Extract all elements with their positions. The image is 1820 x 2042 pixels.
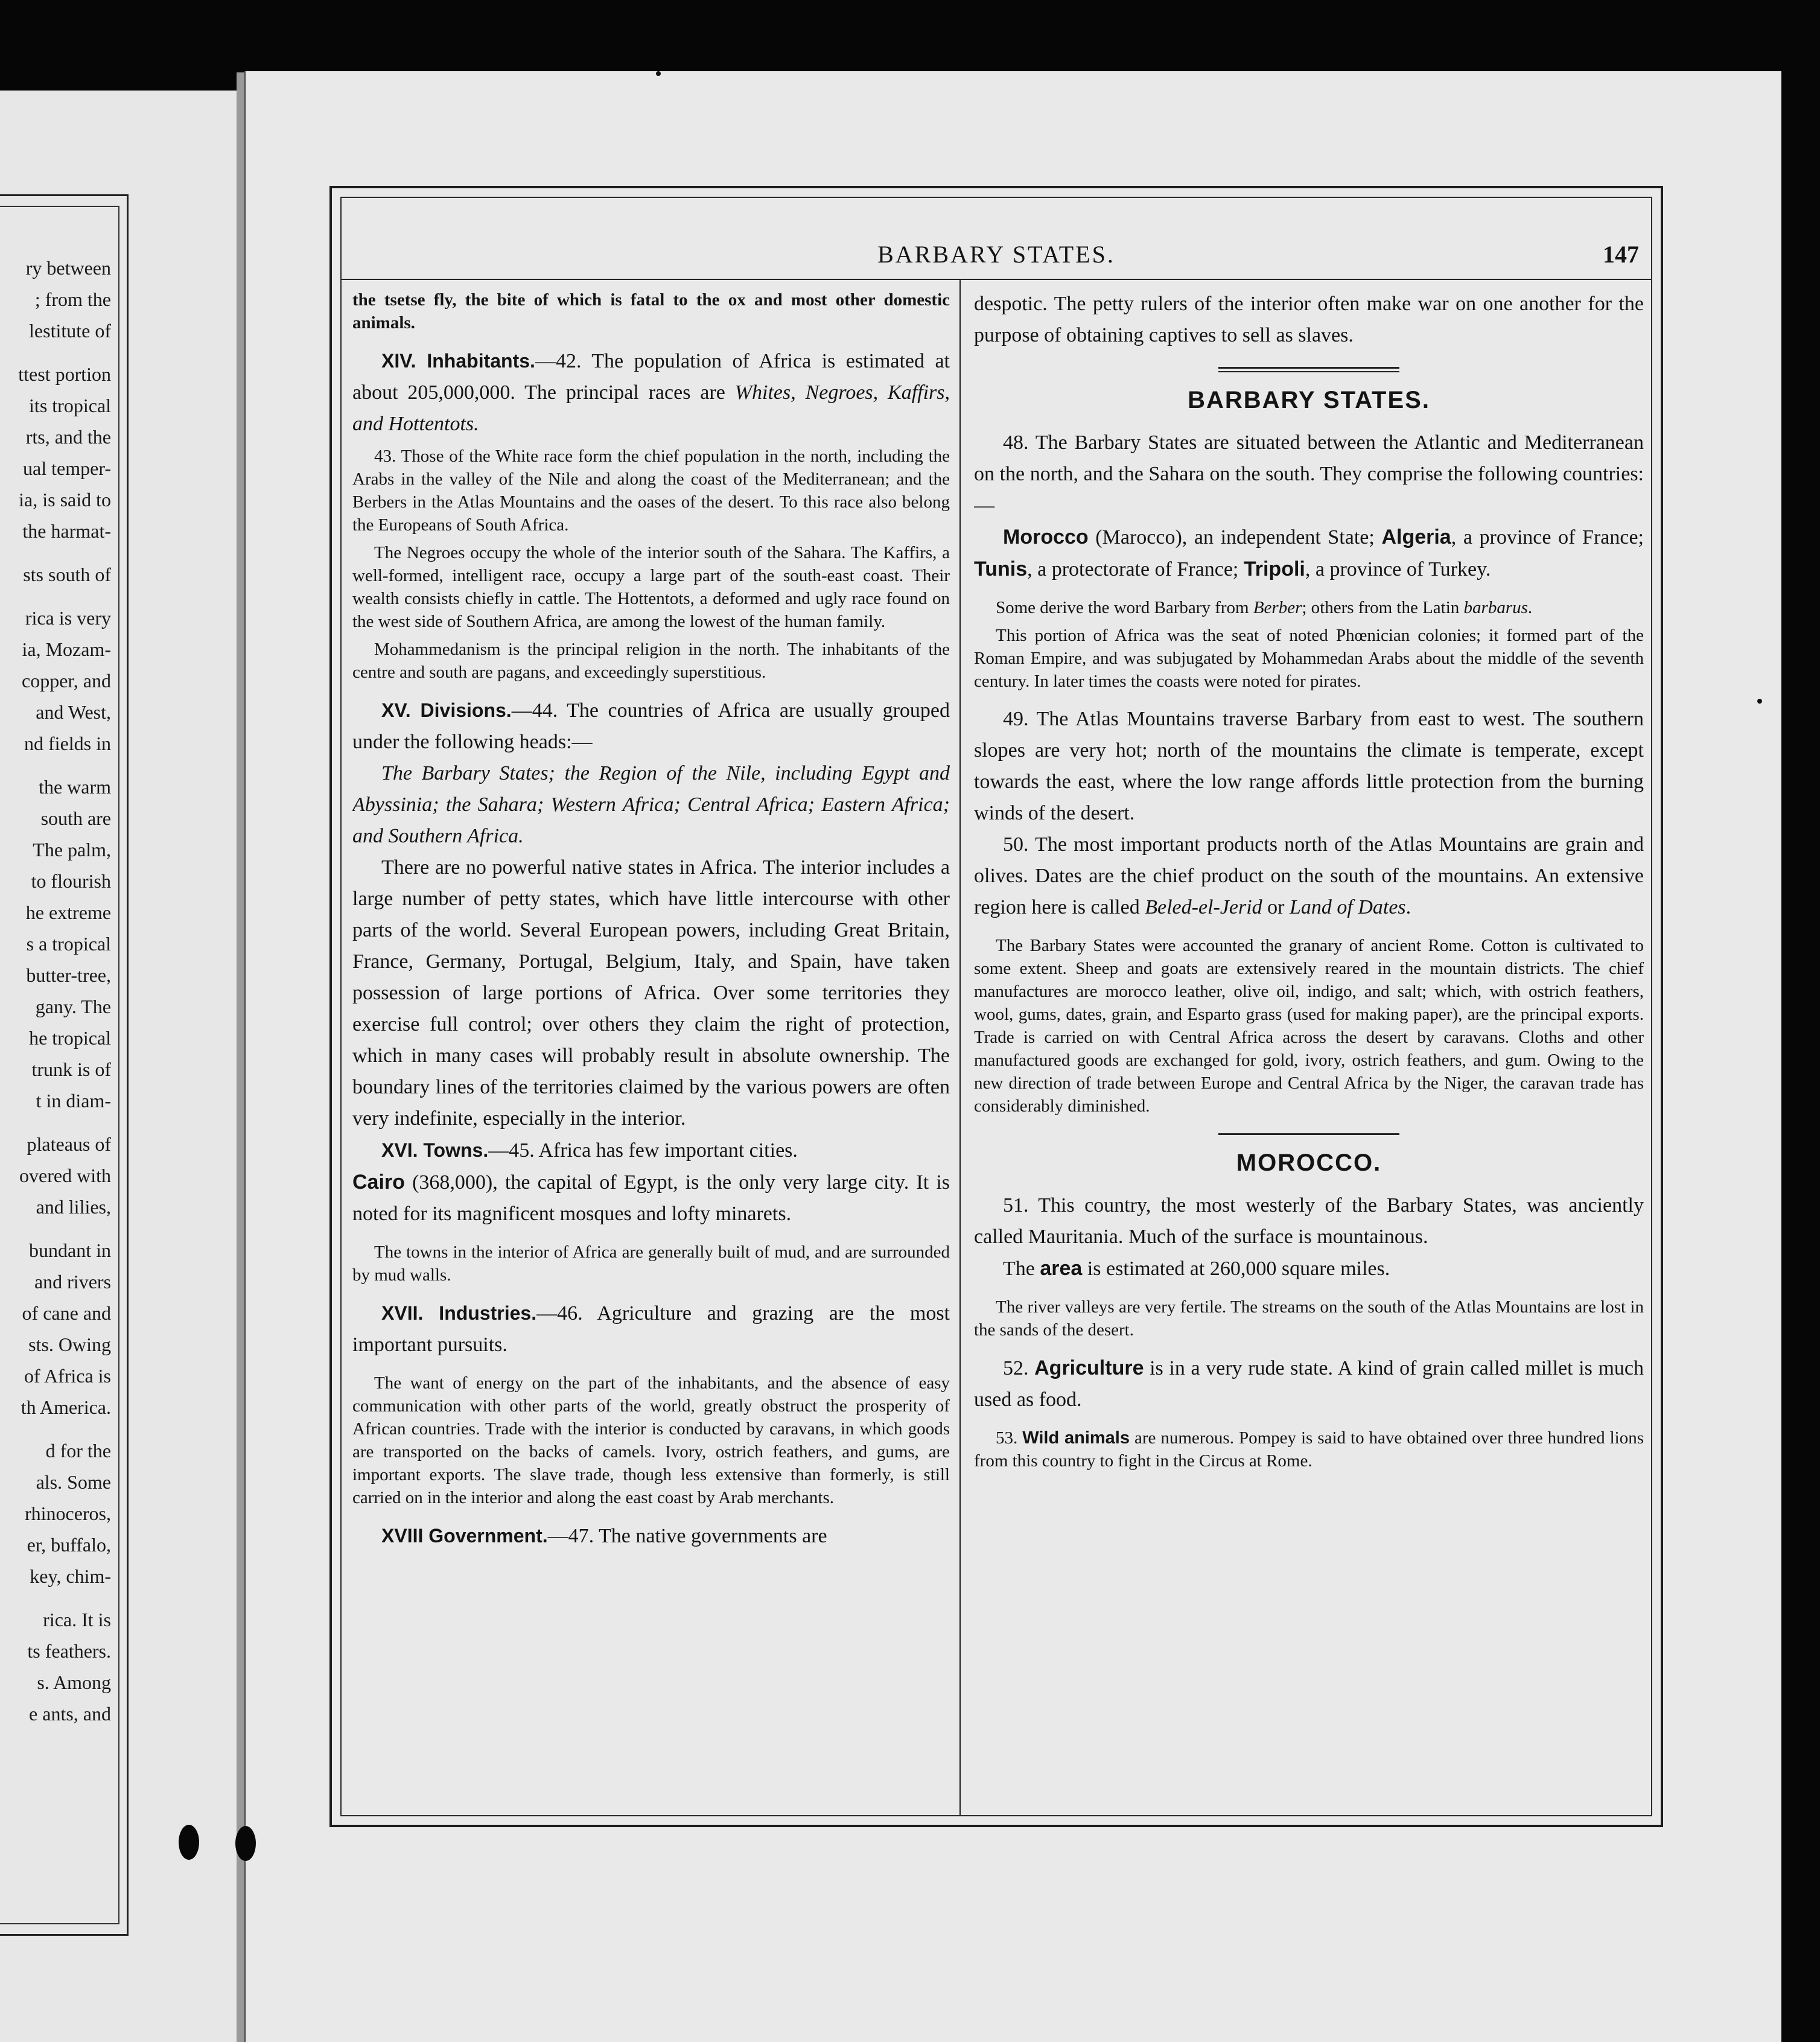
- ink-blot: [179, 1825, 199, 1860]
- paragraph-negroes: The Negroes occupy the whole of the interior south of the Sahara. The Kaffirs, a well-formed, intelligent race, occupy a large part of the south-east coast. Their wealth consists chiefly in cattle. The Hottentots, a deformed and ugly race found on the west side of Southern Africa, are among the lowest of the human family.: [352, 543, 950, 631]
- term-agriculture: Agriculture: [1034, 1357, 1144, 1379]
- text: , a province of France;: [1451, 526, 1644, 549]
- previous-page-text: [0, 252, 111, 1729]
- previous-page-line: butter-tree,: [26, 964, 111, 986]
- previous-page-line: d for the: [45, 1440, 111, 1462]
- text: ; others from the Latin: [1302, 598, 1464, 617]
- paragraph-43: 43. Those of the White race form the chief population in the north, including the Arabs in the valley of the Nile and along the coast of the Mediterranean; and the Berbers in the Atlas Mountains and the oases of the desert. To this race also belong the Europeans of South Africa.: [352, 447, 950, 535]
- previous-page-line: plateaus of: [27, 1133, 111, 1155]
- morocco-title: MOROCCO.: [1236, 1150, 1382, 1176]
- previous-page-line: e ants, and: [29, 1703, 111, 1725]
- previous-page-line: ttest portion: [18, 363, 111, 385]
- text: 50. The most important products north of the Atlas Mountains are grain and olives. Dates are the chief product on the south of the mountains. An extensive region here is called: [974, 833, 1644, 918]
- cairo-text: (368,000), the capital of Egypt, is the only very large city. It is noted for its magnificent mosques and lofty minarets.: [352, 1171, 950, 1225]
- previous-page-line: of Africa is: [24, 1365, 111, 1387]
- paragraph: the tsetse fly, the bite of which is fatal to the ox and most other domestic animals.: [352, 290, 950, 332]
- section-heading: XVII. Industries.: [381, 1302, 537, 1324]
- previous-page-line: sts. Owing: [28, 1334, 111, 1355]
- paragraph-49: 49. The Atlas Mountains traverse Barbary from east to west. The southern slopes are very hot; north of the mountains the climate is temperate, except towards the east, where the low range affords little protection from the burning winds of the desert.: [974, 708, 1644, 824]
- section-heading: XIV. Inhabitants.: [381, 350, 535, 372]
- previous-page-line: als. Some: [36, 1471, 111, 1493]
- previous-page-line: t in diam-: [36, 1090, 111, 1112]
- previous-page-line: rts, and the: [25, 426, 111, 448]
- previous-page-line: ry between: [25, 257, 111, 279]
- term-barbarus: barbarus: [1463, 598, 1528, 617]
- text: Some derive the word Barbary from: [996, 598, 1253, 617]
- text: , a protectorate of France;: [1027, 558, 1244, 580]
- text: are numerous. Pompey is said to have obtained over three hundred lions from this country to fight in the Circus at Rome.: [974, 1428, 1644, 1471]
- previous-page-line: ia, is said to: [19, 489, 111, 510]
- page-number: 147: [1603, 241, 1639, 268]
- previous-page-line: [0, 1423, 111, 1435]
- previous-page-line: ts feathers.: [27, 1640, 111, 1662]
- previous-page-line: rica is very: [25, 607, 111, 629]
- previous-page-line: er, buffalo,: [27, 1534, 111, 1556]
- previous-page-fragment: [0, 91, 237, 2042]
- left-column: [352, 288, 950, 1809]
- section-heading: XVIII Government.: [381, 1525, 548, 1547]
- previous-page-line: its tropical: [29, 395, 111, 416]
- text: (Marocco), an independent State;: [1088, 526, 1382, 549]
- previous-page-line: gany. The: [35, 996, 111, 1017]
- previous-page-line: sts south of: [23, 564, 111, 585]
- previous-page-line: and rivers: [34, 1271, 111, 1293]
- section-xiv: [352, 345, 950, 440]
- previous-page-line: the warm: [39, 776, 111, 798]
- previous-page-line: ia, Mozam-: [22, 638, 111, 660]
- paragraph-mud-towns: The towns in the interior of Africa are generally built of mud, and are surrounded by mud walls.: [352, 1242, 950, 1285]
- section-heading: XV. Divisions.: [381, 699, 512, 721]
- paragraph-valleys: The river valleys are very fertile. The streams on the south of the Atlas Mountains are lost in the sands of the desert.: [974, 1297, 1644, 1340]
- previous-page-line: [0, 759, 111, 771]
- section-text: —47. The native governments are: [547, 1525, 827, 1547]
- text: .: [1405, 896, 1411, 918]
- section-text: —44. The countries of Africa are usually grouped under the following heads:—: [352, 699, 950, 753]
- previous-page-line: and West,: [36, 701, 111, 723]
- divisions-list: The Barbary States; the Region of the Nile, including Egypt and Abyssinia; the Sahara; Western Africa; Central Africa; Eastern Africa; and Southern Africa.: [352, 762, 950, 847]
- previous-page-line: [0, 547, 111, 559]
- previous-page-line: he extreme: [25, 902, 111, 923]
- paragraph-53: [974, 1427, 1644, 1472]
- section-rule: [1218, 367, 1399, 372]
- paragraph-despotic: despotic. The petty rulers of the interior often make war on one another for the purpose of obtaining captives to sell as slaves.: [974, 293, 1644, 346]
- previous-page-line: [0, 1223, 111, 1235]
- previous-page-line: The palm,: [33, 839, 111, 860]
- term-wild-animals: Wild animals: [1022, 1428, 1130, 1448]
- speck: [1757, 699, 1762, 704]
- section-xvii: [352, 1297, 950, 1361]
- section-rule: [1218, 1133, 1399, 1135]
- previous-page-line: s a tropical: [26, 933, 111, 955]
- previous-page-line: nd fields in: [24, 733, 111, 754]
- text: 52.: [1003, 1357, 1035, 1379]
- running-head-title: BARBARY STATES.: [877, 241, 1115, 268]
- term-land-of-dates: Land of Dates: [1289, 896, 1406, 918]
- paragraph-trade: The want of energy on the part of the inhabitants, and the absence of easy communication with other parts of the world, greatly obstruct the prosperity of African countries. Trade with the interior is conducted by caravans, in which goods are transported on the backs of camels. Ivory, ostrich feathers, and gums, are important exports. The slave trade, though less extensive than formerly, is still carried on in the interior and along the east coast by Arab merchants.: [352, 1373, 950, 1507]
- column-divider: [959, 280, 961, 1815]
- previous-page-line: copper, and: [22, 670, 111, 692]
- section-xv: [352, 695, 950, 758]
- previous-page-line: he tropical: [29, 1027, 111, 1049]
- previous-page-line: lestitute of: [29, 320, 111, 342]
- previous-page-line: and lilies,: [36, 1196, 111, 1218]
- barbary-states-title: BARBARY STATES.: [1188, 387, 1430, 413]
- section-heading: XVI. Towns.: [381, 1139, 489, 1161]
- previous-page-line: to flourish: [31, 870, 111, 892]
- term-tripoli: Tripoli: [1243, 558, 1305, 580]
- text: The: [1003, 1258, 1040, 1280]
- previous-page-line: the harmat-: [22, 520, 111, 542]
- term-area: area: [1040, 1257, 1083, 1280]
- paragraph-cairo: [352, 1166, 950, 1230]
- text: , a province of Turkey.: [1305, 558, 1491, 580]
- section-text: —42. The population of Africa is estimated at about 205,000,000. The principal races are: [352, 350, 950, 404]
- term-morocco: Morocco: [1003, 526, 1089, 549]
- paragraph-50: [974, 829, 1644, 923]
- term-algeria: Algeria: [1381, 526, 1451, 549]
- section-xviii: [352, 1520, 950, 1552]
- previous-page-line: [0, 590, 111, 602]
- header-rule: [342, 279, 1651, 280]
- paragraph-phoenician: This portion of Africa was the seat of noted Phœnician colonies; it formed part of the Roman Empire, and was subjugated by Mohammedan Arabs about the middle of the seventh century. In later times the coasts were noted for pirates.: [974, 626, 1644, 691]
- cairo-term: Cairo: [352, 1171, 405, 1194]
- paragraph-52: [974, 1352, 1644, 1416]
- previous-page-line: [0, 1592, 111, 1604]
- previous-page-line: [0, 346, 111, 358]
- previous-page-line: s. Among: [37, 1671, 111, 1693]
- paragraph-religion: Mohammedanism is the principal religion in the north. The inhabitants of the centre and south are pagans, and exceedingly superstitious.: [352, 640, 950, 682]
- previous-page-line: rhinoceros,: [24, 1503, 111, 1524]
- previous-page-line: key, chim-: [30, 1565, 111, 1587]
- paragraph-51: 51. This country, the most westerly of the Barbary States, was anciently called Mauritania. Much of the surface is mountainous.: [974, 1194, 1644, 1248]
- term-beled-el-jerid: Beled-el-Jerid: [1145, 896, 1262, 918]
- right-column: [974, 288, 1644, 1809]
- paragraph-granary: The Barbary States were accounted the granary of ancient Rome. Cotton is cultivated to some extent. Sheep and goats are extensively reared in the mountain districts. The chief manufactures are morocco leather, olive oil, indigo, and salt; which, with ostrich feathers, wool, gums, dates, grain, and Esparto grass (used for making paper), are the principal exports. Trade is carried on with Central Africa across the desert by caravans. Cloths and other manufactured goods are exchanged for gold, ivory, ostrich feathers, and gum. Owing to the new direction of trade between Europe and Central Africa by the Niger, the caravan trade has considerably diminished.: [974, 936, 1644, 1116]
- ink-blot: [235, 1826, 256, 1861]
- previous-page-line: rica. It is: [43, 1609, 111, 1630]
- countries-list: [974, 521, 1644, 585]
- section-xvi: [352, 1134, 950, 1166]
- previous-page-line: ual temper-: [23, 457, 111, 479]
- previous-page-line: th America.: [21, 1396, 111, 1418]
- page-inner-frame: [340, 197, 1652, 1816]
- previous-page-line: bundant in: [29, 1239, 111, 1261]
- paragraph-native-states: There are no powerful native states in Africa. The interior includes a large number of petty states, which have little intercourse with other parts of the world. Several European powers, including Great Britain, France, Germany, Portugal, Belgium, Italy, and Spain, have taken possession of large portions of Africa. Over some territories they exercise full control; over others they claim the right of protection, which in many cases will probably result in absolute ownership. The boundary lines of the territories claimed by the various powers are often very indefinite, especially in the interior.: [352, 856, 950, 1130]
- text: is in a very rude state. A kind of grain called millet is much used as food.: [974, 1357, 1644, 1411]
- section-text: —46. Agriculture and grazing are the most important pursuits.: [352, 1302, 950, 1356]
- previous-page-line: trunk is of: [31, 1058, 111, 1080]
- paragraph-area: [974, 1253, 1644, 1285]
- previous-page-line: overed with: [19, 1165, 111, 1186]
- paragraph-etymology: [974, 596, 1644, 619]
- paragraph-48: 48. The Barbary States are situated between the Atlantic and Mediterranean on the north, and the Sahara on the south. They comprise the following countries:—: [974, 431, 1644, 517]
- previous-page-line: ; from the: [34, 288, 111, 310]
- text: 53.: [996, 1428, 1023, 1448]
- text: is estimated at 260,000 square miles.: [1082, 1258, 1390, 1280]
- speck: [656, 71, 661, 76]
- running-head: [342, 240, 1651, 270]
- text: or: [1262, 896, 1290, 918]
- races-list: Whites, Negroes, Kaffirs, and Hottentots.: [352, 381, 950, 435]
- previous-page-line: south are: [40, 807, 111, 829]
- term-tunis: Tunis: [974, 558, 1028, 580]
- text: .: [1527, 598, 1533, 617]
- section-text: —45. Africa has few important cities.: [488, 1139, 798, 1162]
- page-frame: [329, 186, 1663, 1827]
- previous-page-line: of cane and: [22, 1302, 111, 1324]
- previous-page-line: [0, 1116, 111, 1128]
- term-berber: Berber: [1253, 598, 1302, 617]
